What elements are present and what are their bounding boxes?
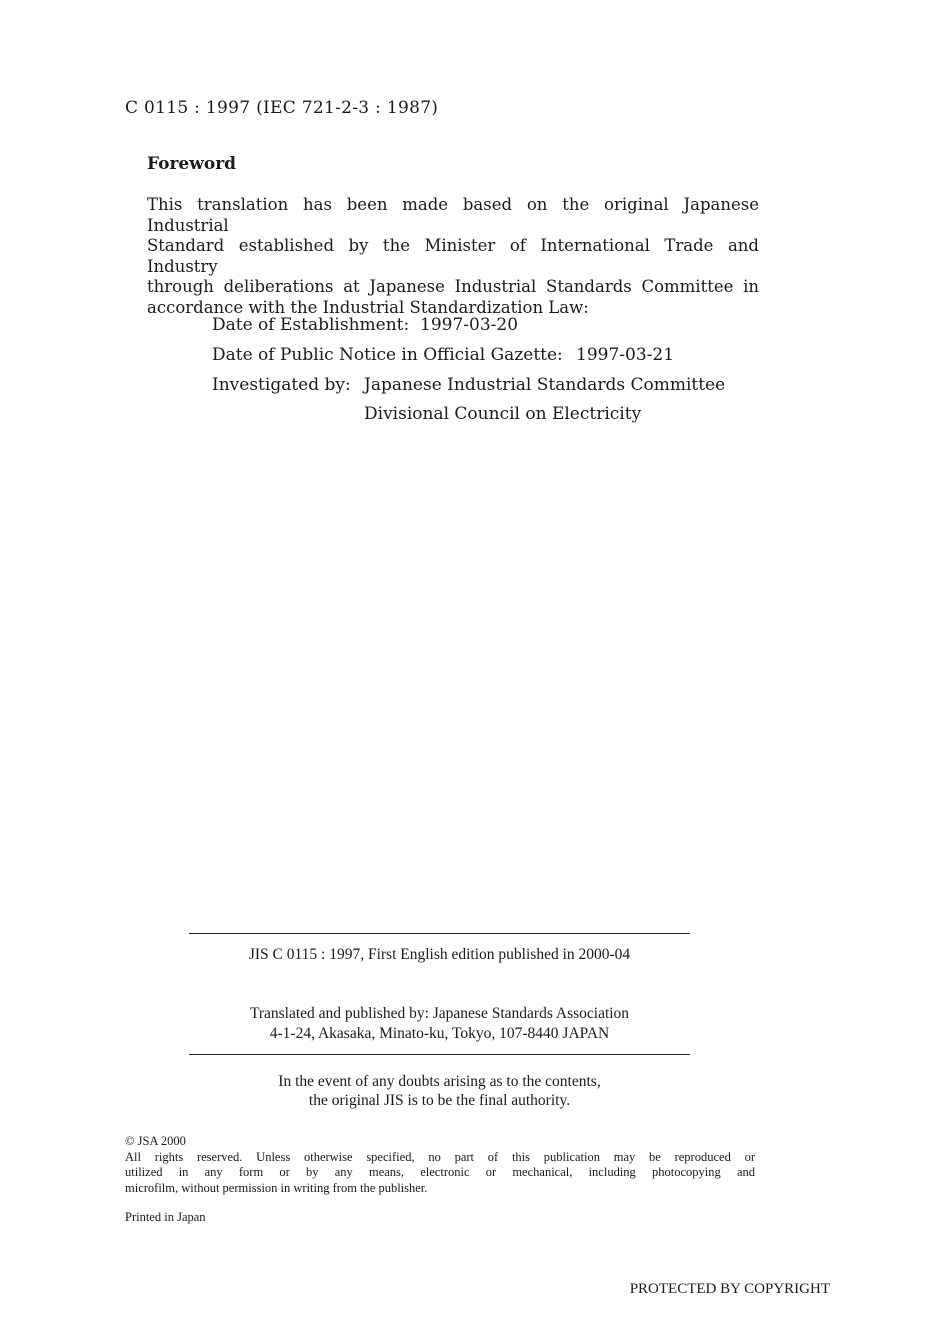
- rights-line: microfilm, without permission in writing from the publisher.: [125, 1180, 428, 1195]
- foreword-heading: Foreword: [147, 154, 237, 174]
- document-id: C 0115 : 1997 (IEC 721-2-3 : 1987): [125, 98, 439, 118]
- printed-in: Printed in Japan: [125, 1210, 206, 1224]
- public-notice-label: Date of Public Notice in Official Gazette:: [212, 345, 563, 365]
- authority-line-1: In the event of any doubts arising as to the contents,: [278, 1073, 601, 1090]
- publisher-address: 4-1-24, Akasaka, Minato-ku, Tokyo, 107-8440 JAPAN: [269, 1025, 610, 1042]
- foreword-line: accordance with the Industrial Standardization Law:: [147, 297, 589, 317]
- establishment-value: 1997-03-20: [420, 315, 519, 335]
- publisher-line: Translated and published by: Japanese Standards Association: [249, 1005, 630, 1022]
- rights-line: All rights reserved. Unless otherwise specified, no part of this publication may be reproduced or: [125, 1149, 755, 1164]
- divider-bottom: [189, 1054, 690, 1055]
- investigated-committee: Japanese Industrial Standards Committee: [364, 375, 726, 395]
- protected-watermark: PROTECTED BY COPYRIGHT: [629, 1281, 830, 1297]
- public-notice-row: [212, 345, 675, 365]
- foreword-line: This translation has been made based on the original Japanese Industrial: [147, 195, 759, 235]
- investigated-label: Investigated by:: [212, 375, 351, 395]
- rights-notice: [125, 1134, 755, 1196]
- establishment-label: Date of Establishment:: [212, 315, 410, 335]
- establishment-date-row: [212, 315, 519, 335]
- edition-line: JIS C 0115 : 1997, First English edition published in 2000-04: [248, 946, 631, 963]
- public-notice-value: 1997-03-21: [576, 345, 675, 365]
- investigated-council: Divisional Council on Electricity: [364, 404, 642, 424]
- rights-line: utilized in any form or by any means, electronic or mechanical, including photocopying and: [125, 1165, 755, 1179]
- divider-top: [189, 933, 690, 934]
- foreword-line: Standard established by the Minister of International Trade and Industry: [147, 236, 759, 276]
- foreword-paragraph: [147, 195, 759, 318]
- investigated-row: [212, 375, 726, 395]
- copyright-line: © JSA 2000: [125, 1134, 186, 1148]
- foreword-line: through deliberations at Japanese Industrial Standards Committee in: [147, 277, 759, 296]
- authority-line-2: the original JIS is to be the final authority.: [308, 1092, 571, 1109]
